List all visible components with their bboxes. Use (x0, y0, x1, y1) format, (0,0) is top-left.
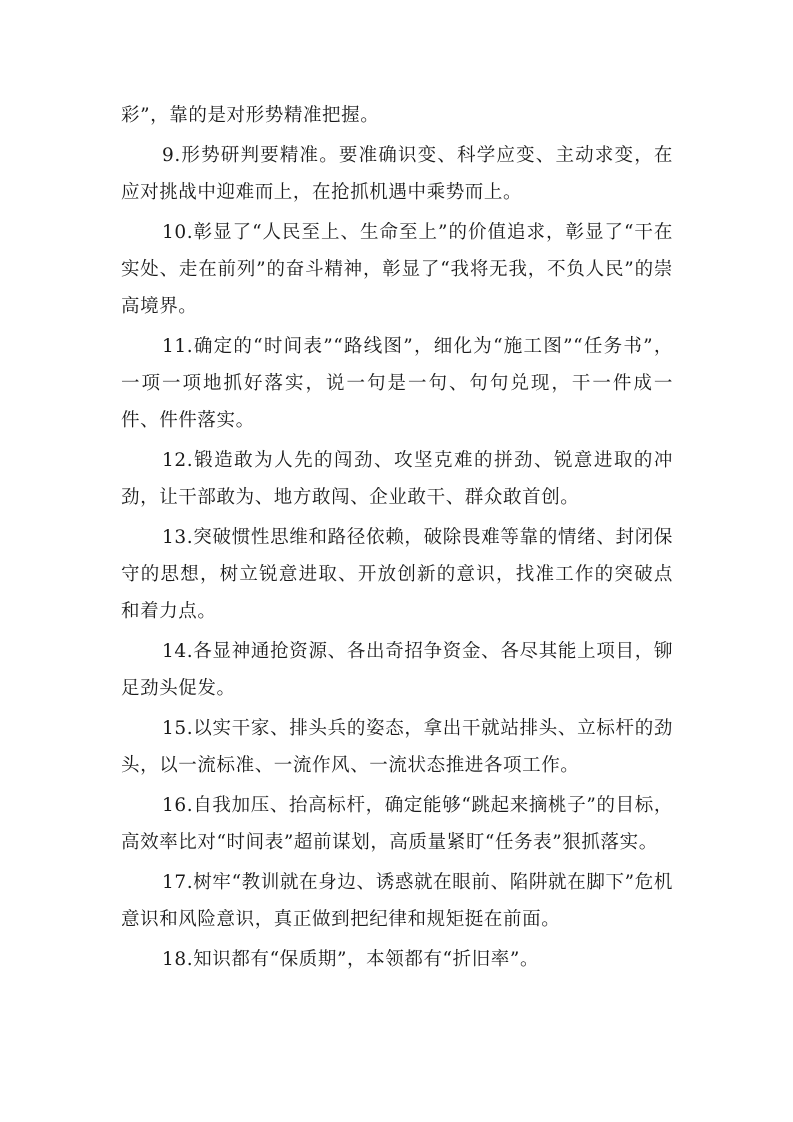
paragraph-item-15: 15.以实干家、排头兵的姿态，拿出干就站排头、立标杆的劲头，以一流标准、一流作风、一流状态推进各项工作。 (121, 718, 673, 776)
paragraph-continuation: 彩”，靠的是对形势精准把握。 (121, 105, 380, 126)
paragraph-item-12: 12.锻造敢为人先的闯劲、攻坚克难的拼劲、锐意进取的冲劲，让干部敢为、地方敢闯、企业敢干、群众敢首创。 (121, 450, 673, 508)
paragraph-item-13: 13.突破惯性思维和路径依赖，破除畏难等靠的情绪、封闭保守的思想，树立锐意进取、开放创新的意识，找准工作的突破点和着力点。 (121, 527, 673, 622)
paragraph-item-16: 16.自我加压、抬高标杆，确定能够“跳起来摘桃子”的目标，高效率比对“时间表”超前谋划，高质量紧盯“任务表”狠抓落实。 (121, 795, 673, 853)
paragraph-item-17: 17.树牢“教训就在身边、诱惑就在眼前、陷阱就在脚下”危机意识和风险意识，真正做到把纪律和规矩挺在前面。 (121, 872, 673, 930)
paragraph-item-9: 9.形势研判要精准。要准确识变、科学应变、主动求变，在应对挑战中迎难而上，在抢抓机遇中乘势而上。 (121, 145, 673, 203)
paragraph-item-10: 10.彰显了“人民至上、生命至上”的价值追求，彰显了“干在实处、走在前列”的奋斗精神，彰显了“我将无我，不负人民”的崇高境界。 (121, 222, 673, 317)
document-body (121, 97, 673, 978)
paragraph-item-11: 11.确定的“时间表”“路线图”，细化为“施工图”“任务书”，一项一项地抓好落实，说一句是一句、句句兑现，干一件成一件、件件落实。 (121, 336, 673, 431)
paragraph-item-14: 14.各显神通抢资源、各出奇招争资金、各尽其能上项目，铆足劲头促发。 (121, 641, 673, 699)
paragraph-item-18: 18.知识都有“保质期”，本领都有“折旧率”。 (162, 949, 540, 970)
